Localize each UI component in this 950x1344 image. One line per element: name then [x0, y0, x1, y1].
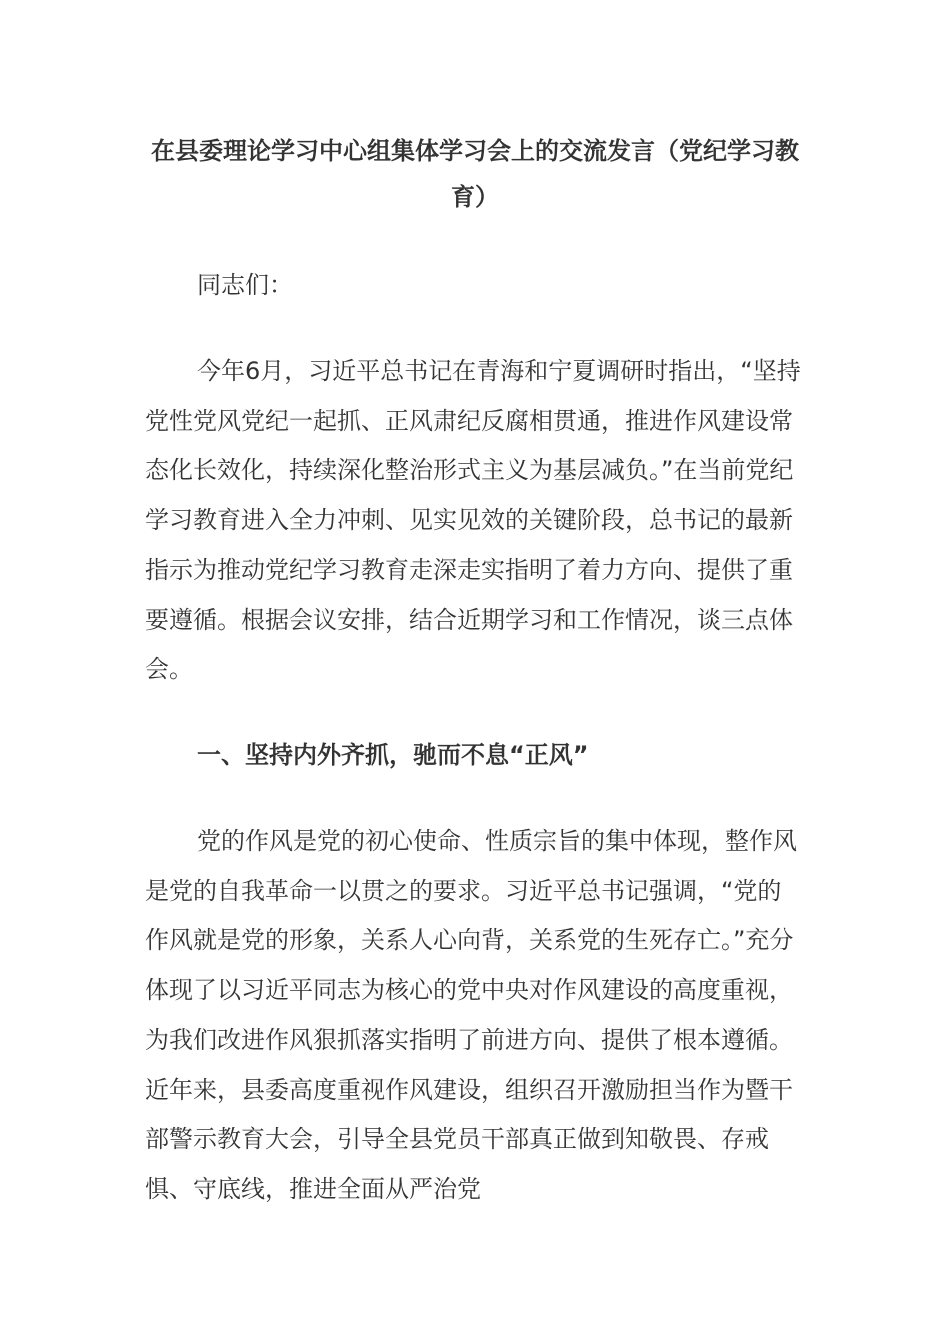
document-title: 在县委理论学习中心组集体学习会上的交流发言（党纪学习教育）: [151, 137, 799, 211]
section-heading-1: 一、坚持内外齐抓，驰而不息“正风”: [197, 741, 589, 769]
paragraph-section-1: 党的作风是党的初心使命、性质宗旨的集中体现，整作风是党的自我革命一以贯之的要求。习近平总书记强调，“党的作风就是党的形象，关系人心向背，关系党的生死存亡。”充分体现了以习近平同志为核心的党中央对作风建设的高度重视，为我们改进作风狠抓落实指明了前进方向、提供了根本遵循。近年来，县委高度重视作风建设，组织召开激励担当作为暨干部警示教育大会，引导全县党员干部真正做到知敬畏、存戒惧、守底线，推进全面从严治党: [145, 827, 797, 1203]
salutation: 同志们：: [197, 271, 293, 299]
paragraph-intro: 今年6月，习近平总书记在青海和宁夏调研时指出，“坚持党性党风党纪一起抓、正风肃纪反腐相贯通，推进作风建设常态化长效化，持续深化整治形式主义为基层减负。”在当前党纪学习教育进入全力冲刺、见实见效的关键阶段，总书记的最新指示为推动党纪学习教育走深走实指明了着力方向、提供了重要遵循。根据会议安排，结合近期学习和工作情况，谈三点体会。: [145, 357, 801, 684]
